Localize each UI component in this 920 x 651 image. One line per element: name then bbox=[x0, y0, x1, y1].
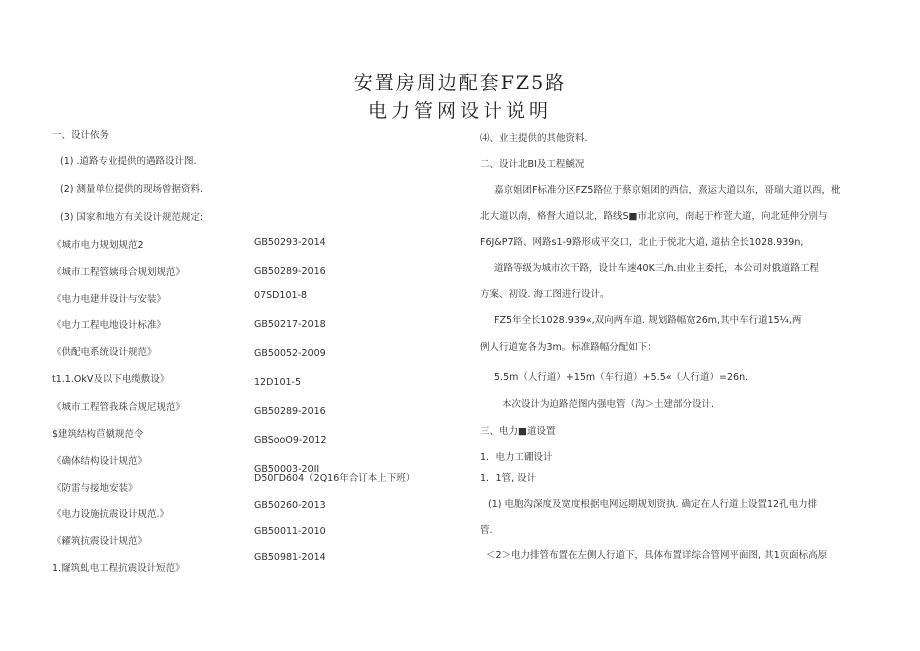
standard-code: GB50289-2016 bbox=[254, 406, 326, 417]
standard-code: 12D101-5 bbox=[254, 377, 302, 388]
standard-code: GB50260-2013 bbox=[254, 500, 326, 511]
standard-code: 07SD101-8 bbox=[254, 290, 308, 301]
standard-code: GB50052-2009 bbox=[254, 348, 326, 359]
subsection-heading: 1．电力工硼设计 bbox=[480, 452, 553, 463]
basis-item-1: (1) .道路专业提供的遇路设计图. bbox=[60, 156, 197, 167]
overview-paragraph-line: 北大道以南，格督大道以北，路线S■市北京向，南起于柞萱大道，向北延伸分别与 bbox=[480, 211, 828, 222]
overview-paragraph-line: 道路等级为城市次干路，设计车速40K三/h.由业主委托，本公司对俄道路工程 bbox=[494, 263, 820, 274]
overview-paragraph-line: 本次设计为迫路范图内强电管（沟＞土建部分设计. bbox=[502, 399, 715, 410]
overview-paragraph-line: 方案、初设. 海工图进行设计。 bbox=[480, 289, 610, 300]
standard-name: t1.1.OkV及以下电缆敷设》 bbox=[52, 374, 170, 385]
standard-name: 《城市工程管姨母合规划规范》 bbox=[52, 267, 186, 278]
pipe-paragraph-line: (1) 电胞沟深度及宽度根据电网远期规划资执. 确定在人行道上设置12孔电力排 bbox=[488, 499, 818, 510]
section-heading-basis: 一、设计依务 bbox=[52, 130, 110, 141]
standard-code: GB50293-2014 bbox=[254, 237, 326, 248]
standard-code: GB50011-2010 bbox=[254, 526, 326, 537]
doc-title-line1: 安置房周边配套FZ5路 bbox=[353, 72, 567, 94]
doc-title-line2: 电力管网设计说明 bbox=[367, 100, 552, 122]
standard-code: GB50289-2016 bbox=[254, 266, 326, 277]
pipe-paragraph-line: 管. bbox=[480, 525, 493, 536]
overview-paragraph-line: FZ5年全长1028.939«,双向两车道. 规划路幅宽26m,其中车行道15¼,两 bbox=[494, 315, 802, 326]
standard-name: 《确体结构设计规范》 bbox=[52, 456, 148, 467]
overview-paragraph-line: 例人行道宽各为3m。标准路幅分配如下： bbox=[480, 342, 657, 353]
standard-name: 《电力工程电地设计标准》 bbox=[52, 320, 167, 331]
standard-code: GBSooO9-2012 bbox=[254, 435, 327, 446]
standard-name: 《供配电系统设计规范》 bbox=[52, 347, 157, 358]
basis-item-4: ⑷、业主提供的其他资料. bbox=[480, 133, 588, 144]
basis-item-2: (2) 测量单位提供的现场曾据资料. bbox=[60, 184, 203, 195]
standard-name: 《防雷与接地安装》 bbox=[52, 483, 138, 494]
subsection-heading: 1．1管, 设计 bbox=[480, 473, 537, 484]
standard-code: D50ΓD604（2Q16年合订本上下班） bbox=[254, 473, 416, 484]
standard-name: 《城市电力规划规范2 bbox=[52, 240, 144, 251]
standard-name: 1.窿筑虬电工程抗震设计短范》 bbox=[52, 563, 185, 574]
basis-item-3: (3) 国家和地方有关设计规范规定: bbox=[60, 212, 204, 223]
section-heading-overview: 二、设计北BI及工程鯱况 bbox=[480, 159, 585, 170]
standard-name: 《电力电建井设计与安装》 bbox=[52, 294, 167, 305]
standard-code: GB50003-20II bbox=[254, 464, 320, 475]
standard-name: 《城市工程管我珠合规尼规范》 bbox=[52, 402, 186, 413]
section-heading-pipes: 三、电力■道设置 bbox=[480, 426, 556, 437]
overview-paragraph-line: F6J&P7路、网路s1-9路形成平交口，北止于悦北大道, 道拈全长1028.939n, bbox=[480, 237, 804, 248]
standard-name: 《电力设施抗震设计规范.》 bbox=[52, 509, 170, 520]
standard-name: $建筑结构苣僦规范令 bbox=[52, 429, 144, 440]
road-width-formula: 5.5m（人行道）+15m（车行道）+5.5«（人行道）=26n. bbox=[494, 372, 749, 383]
overview-paragraph-line: 嘉京姐团F标准分区FZ5路位于蔡京姐团的西信，熹运大道以东，哥瑞大道以西，枇 bbox=[494, 185, 841, 196]
pipe-paragraph-line: ＜2＞电力排管布置在左侧人行道下，具体布置详综合管网平面图, 其1页面标高原 bbox=[486, 550, 828, 561]
standard-code: GB50981-2014 bbox=[254, 552, 326, 563]
standard-code: GB50217-2018 bbox=[254, 319, 326, 330]
standard-name: 《糴筑抗震设计规范》 bbox=[52, 536, 148, 547]
